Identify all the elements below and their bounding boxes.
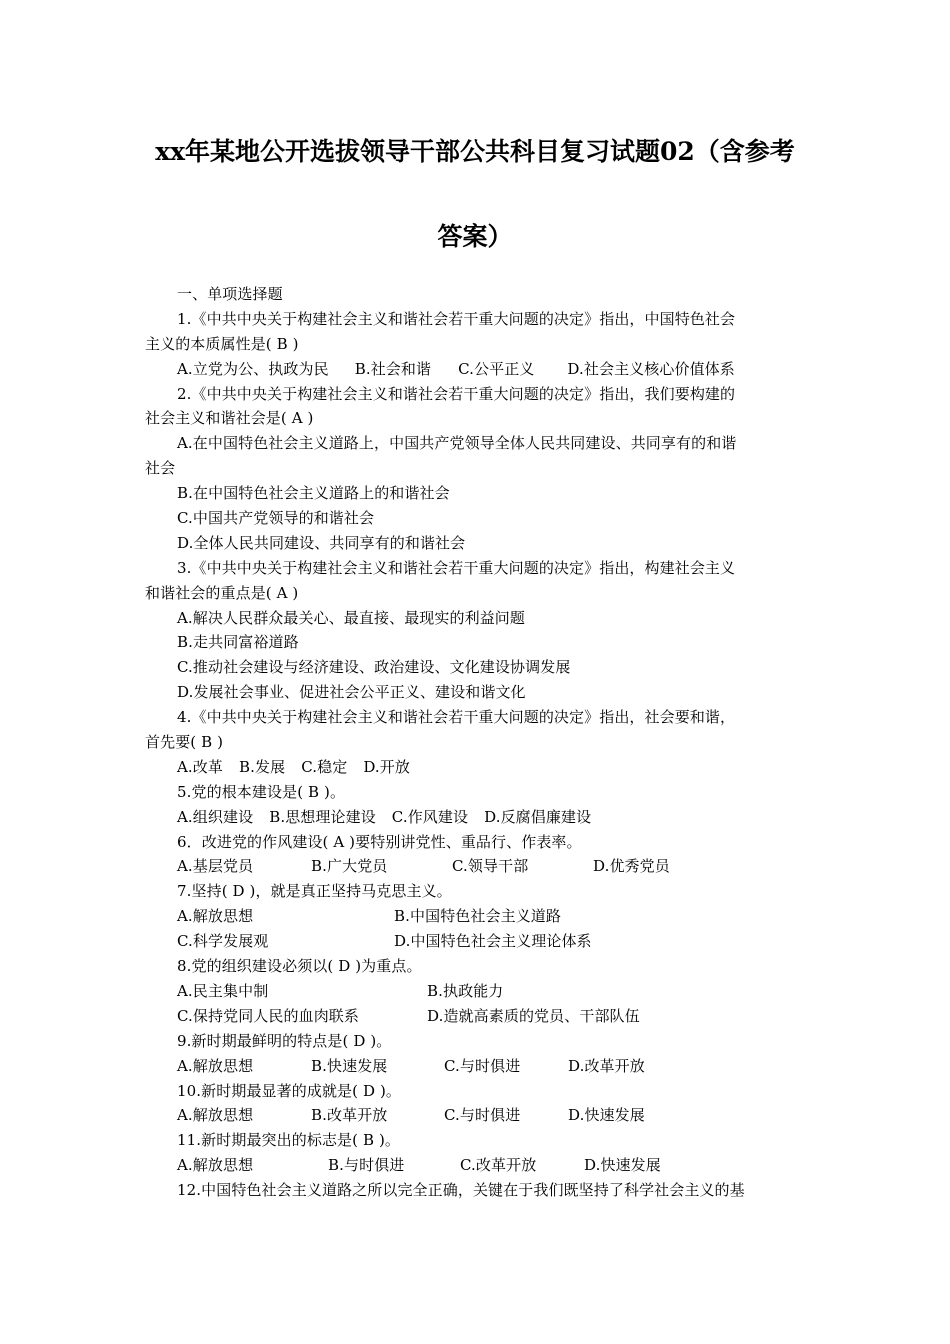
- question-3-option-c: C.推动社会建设与经济建设、政治建设、文化建设协调发展: [177, 658, 571, 677]
- option-b: B.广大党员: [311, 857, 388, 876]
- question-3-option-d: D.发展社会事业、促进社会公平正义、建设和谐文化: [177, 683, 526, 702]
- question-2-text: 2.《中共中央关于构建社会主义和谐社会若干重大问题的决定》指出，我们要构建的: [177, 384, 736, 403]
- option-b: B.发展: [239, 757, 286, 776]
- question-2-text-cont: 社会主义和谐社会是( A ): [145, 409, 314, 428]
- option-c: C.科学发展观: [177, 932, 269, 951]
- option-b: B.与时俱进: [328, 1156, 405, 1175]
- option-a: A.基层党员: [177, 857, 254, 876]
- question-11-text: 11.新时期最突出的标志是( B )。: [177, 1131, 401, 1150]
- option-a: A.解放思想: [177, 907, 254, 926]
- question-2-option-a: A.在中国特色社会主义道路上，中国共产党领导全体人民共同建设、共同享有的和谐: [177, 434, 737, 453]
- option-a: A.组织建设: [177, 807, 254, 826]
- option-c: C.保持党同人民的血肉联系: [177, 1006, 360, 1025]
- option-d: D.社会主义核心价值体系: [567, 359, 735, 378]
- option-c: C.领导干部: [452, 857, 529, 876]
- option-a: A.解放思想: [177, 1156, 254, 1175]
- question-10-options: [145, 1103, 810, 1128]
- option-d: D.开放: [363, 757, 411, 776]
- question-2-option-a-cont: 社会: [145, 459, 176, 478]
- option-c: C.稳定: [301, 757, 348, 776]
- document-title-line-1: xx年某地公开选拔领导干部公共科目复习试题02（含参考: [155, 137, 795, 166]
- question-3-option-a: A.解决人民群众最关心、最直接、最现实的利益问题: [177, 608, 526, 627]
- option-d: D.快速发展: [568, 1106, 645, 1125]
- option-d: D.造就高素质的党员、干部队伍: [427, 1006, 640, 1025]
- question-8-options-row-2: [145, 1004, 810, 1029]
- option-a: A.立党为公、执政为民: [177, 359, 329, 378]
- document-body: [145, 282, 810, 1203]
- option-b: B.社会和谐: [354, 359, 432, 378]
- question-3-text: 3.《中共中央关于构建社会主义和谐社会若干重大问题的决定》指出，构建社会主义: [177, 558, 736, 577]
- option-c: C.与时俱进: [444, 1106, 521, 1125]
- question-8-text: 8.党的组织建设必须以( D )为重点。: [177, 957, 422, 976]
- question-11-options: [145, 1153, 810, 1178]
- option-a: A.改革: [177, 757, 224, 776]
- question-12-text: 12.中国特色社会主义道路之所以完全正确，关键在于我们既坚持了科学社会主义的基: [177, 1181, 745, 1200]
- option-b: B.思想理论建设: [269, 807, 376, 826]
- question-3-option-b: B.走共同富裕道路: [177, 633, 299, 652]
- question-7-options-row-1: [145, 904, 810, 929]
- question-10-text: 10.新时期最显著的成就是( D )。: [177, 1081, 402, 1100]
- option-a: A.民主集中制: [177, 981, 269, 1000]
- document-title-line-2: 答案）: [437, 222, 513, 251]
- question-9-options: [145, 1054, 810, 1079]
- option-a: A.解放思想: [177, 1056, 254, 1075]
- question-5-options: [145, 805, 810, 830]
- option-b: B.中国特色社会主义道路: [394, 907, 561, 926]
- question-1-options: [145, 357, 810, 382]
- question-1-text: 1.《中共中央关于构建社会主义和谐社会若干重大问题的决定》指出，中国特色社会: [177, 309, 736, 328]
- option-a: A.解放思想: [177, 1106, 254, 1125]
- section-heading: 一、单项选择题: [177, 285, 283, 303]
- question-9-text: 9.新时期最鲜明的特点是( D )。: [177, 1031, 392, 1050]
- option-b: B.改革开放: [311, 1106, 388, 1125]
- option-d: D.快速发展: [584, 1156, 661, 1175]
- question-6-text: 6．改进党的作风建设( A )要特别讲党性、重品行、作表率。: [177, 832, 582, 851]
- question-4-options: [145, 755, 810, 780]
- question-8-options-row-1: [145, 979, 810, 1004]
- option-d: D.中国特色社会主义理论体系: [394, 932, 592, 951]
- option-c: C.改革开放: [460, 1156, 537, 1175]
- option-d: D.优秀党员: [593, 857, 670, 876]
- question-5-text: 5.党的根本建设是( B )。: [177, 782, 346, 801]
- option-c: C.作风建设: [391, 807, 469, 826]
- question-2-option-c: C.中国共产党领导的和谐社会: [177, 509, 375, 528]
- question-7-text: 7.坚持( D )，就是真正坚持马克思主义。: [177, 882, 452, 901]
- option-b: B.执政能力: [427, 981, 504, 1000]
- question-7-options-row-2: [145, 929, 810, 954]
- question-4-text-cont: 首先要( B ): [145, 733, 224, 752]
- question-3-text-cont: 和谐社会的重点是( A ): [145, 583, 299, 602]
- question-1-text-cont: 主义的本质属性是( B ): [145, 334, 299, 353]
- option-c: C.公平正义: [458, 359, 535, 378]
- question-4-text: 4.《中共中央关于构建社会主义和谐社会若干重大问题的决定》指出，社会要和谐，: [177, 708, 736, 727]
- question-2-option-b: B.在中国特色社会主义道路上的和谐社会: [177, 484, 450, 503]
- question-2-option-d: D.全体人民共同建设、共同享有的和谐社会: [177, 533, 466, 552]
- option-b: B.快速发展: [311, 1056, 388, 1075]
- option-d: D.改革开放: [568, 1056, 645, 1075]
- option-d: D.反腐倡廉建设: [484, 807, 592, 826]
- question-6-options: [145, 854, 810, 879]
- option-c: C.与时俱进: [444, 1056, 521, 1075]
